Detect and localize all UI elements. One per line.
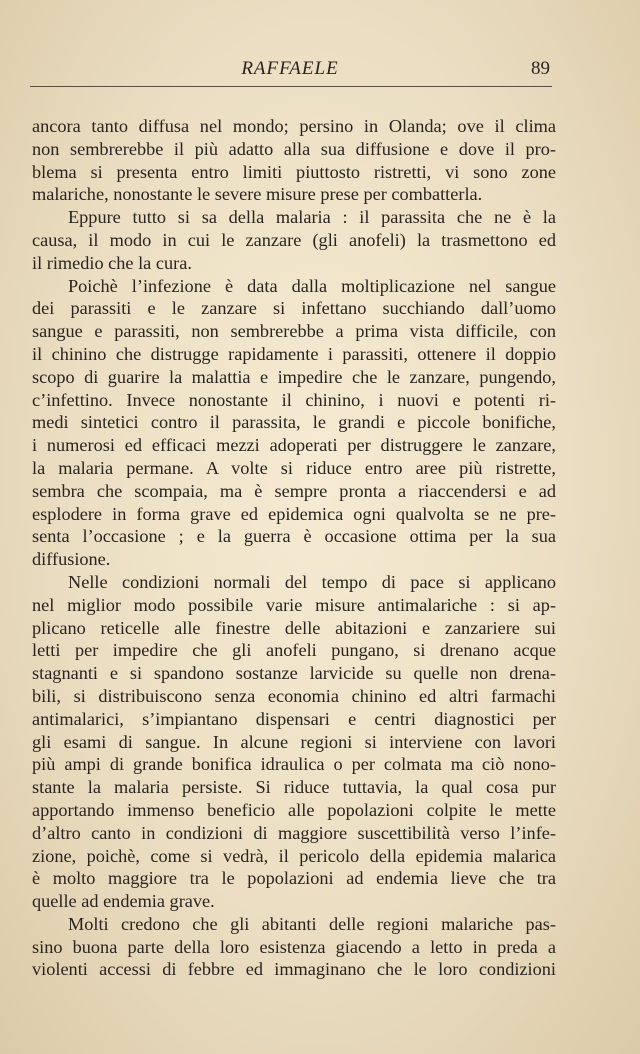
paragraph-1 — [32, 115, 556, 206]
paragraph-3 — [32, 275, 556, 571]
text-line: medi sintetici contro il parassita, le grandi e piccole bonifiche, — [32, 412, 556, 433]
text-line: senta l’occasione ; e la guerra è occasione ottima per la sua — [32, 526, 556, 547]
text-line: nel miglior modo possibile varie misure antimalariche : si ap- — [32, 594, 556, 615]
text-line: Poichè l’infezione è data dalla moltiplicazione nel sangue — [68, 275, 556, 296]
text-line: esplodere in forma grave ed epidemica ogni qualvolta se ne pre- — [32, 503, 556, 524]
text-line: malariche, nonostante le severe misure prese per combatterla. — [32, 184, 483, 205]
text-line: stagnanti e si spandono sostanze larvicide su quelle non drena- — [32, 663, 556, 684]
text-line: il rimedio che la cura. — [32, 252, 192, 273]
text-line: diffusione. — [32, 549, 111, 570]
text-line: gli esami di sangue. In alcune regioni si interviene con lavori — [32, 731, 556, 752]
text-line: Nelle condizioni normali del tempo di pace si applicano — [68, 571, 556, 592]
text-line: causa, il modo in cui le zanzare (gli anofeli) la trasmettono ed — [32, 229, 556, 250]
text-line: i numerosi ed efficaci mezzi adoperati per distruggere le zanzare, — [32, 435, 556, 456]
text-line: plicano reticelle alle finestre delle abitazioni e zanzariere sui — [32, 617, 556, 638]
text-line: dei parassiti e le zanzare si infettano succhiando dall’uomo — [32, 298, 556, 319]
text-line: stante la malaria persiste. Si riduce tuttavia, la qual cosa pur — [32, 777, 556, 798]
text-line: sino buona parte della loro esistenza giacendo a letto in preda a — [32, 936, 556, 957]
text-line: la malaria permane. A volte si riduce entro aree più ristrette, — [32, 457, 556, 478]
text-line: è molto maggiore tra le popolazioni ad endemia lieve che tra — [32, 868, 556, 889]
header-rule — [30, 86, 552, 87]
text-line: c’infettino. Invece nonostante il chinino, i nuovi e potenti ri- — [32, 389, 556, 410]
paragraph-5 — [32, 913, 556, 981]
page-header — [30, 58, 550, 84]
page-number: 89 — [531, 58, 550, 79]
text-line: sembra che scompaia, ma è sempre pronta a riaccendersi e ad — [32, 480, 556, 501]
text-line: letti per impedire che gli anofeli pungano, si drenano acque — [32, 640, 556, 661]
text-line: d’altro canto in condizioni di maggiore suscettibilità verso l’infe- — [32, 822, 556, 843]
text-line: sangue e parassiti, non sembrerebbe a prima vista difficile, con — [32, 321, 556, 342]
text-line: blema si presenta entro limiti piuttosto ristretti, vi sono zone — [32, 161, 556, 182]
text-line: quelle ad endemia grave. — [32, 891, 215, 912]
text-line: ancora tanto diffusa nel mondo; persino in Olanda; ove il clima — [32, 116, 556, 136]
body-text — [32, 115, 556, 981]
running-head: RAFFAELE — [241, 58, 339, 79]
text-line: zione, poichè, come si vedrà, il pericolo della epidemia malarica — [32, 845, 556, 866]
text-line: più ampi di grande bonifica idraulica o per colmata ma ciò nono- — [32, 754, 556, 775]
text-line: violenti accessi di febbre ed immaginano che le loro condizioni — [32, 959, 556, 980]
text-line: scopo di guarire la malattia e impedire che le zanzare, pungendo, — [32, 366, 556, 387]
text-line: bili, si distribuiscono senza economia chinino ed altri farmachi — [32, 685, 556, 706]
paragraph-4 — [32, 571, 556, 913]
text-line: antimalarici, s’impiantano dispensari e centri diagnostici per — [32, 708, 556, 729]
text-line: apportando immenso beneficio alle popolazioni colpite le mette — [32, 799, 556, 820]
paragraph-2 — [32, 206, 556, 274]
text-line: Molti credono che gli abitanti delle regioni malariche pas- — [68, 913, 556, 934]
text-line: Eppure tutto si sa della malaria : il parassita che ne è la — [68, 207, 556, 228]
text-line: il chinino che distrugge rapidamente i parassiti, ottenere il doppio — [32, 343, 556, 364]
text-line: non sembrerebbe il più adatto alla sua diffusione e dove il pro- — [32, 138, 556, 159]
